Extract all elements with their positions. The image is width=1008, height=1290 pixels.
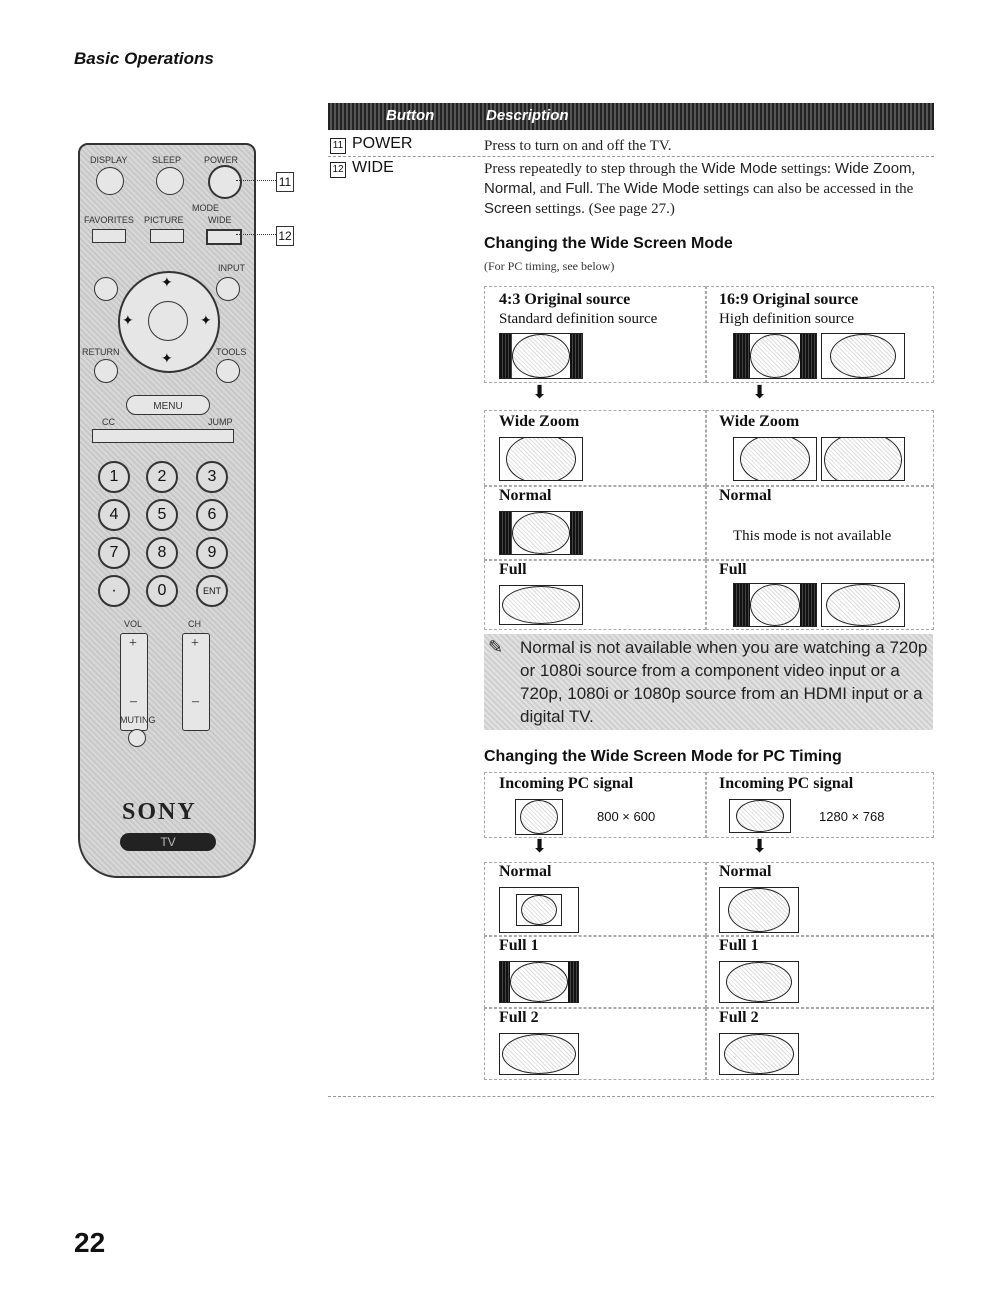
pc-normal-boxed-icon (499, 887, 579, 933)
normal-label: Normal (499, 863, 552, 880)
remote-label-muting: MUTING (120, 715, 156, 725)
table-header-description: Description (486, 107, 569, 124)
full-icon (499, 585, 583, 625)
corner-button-tl (94, 277, 118, 301)
resolution-800: 800 × 600 (597, 809, 656, 824)
down-arrow-icon: ⬇ (752, 382, 768, 403)
pc-normal-icon (719, 887, 799, 933)
remote-label-wide: WIDE (208, 215, 232, 225)
remote-label-ch: CH (188, 619, 201, 629)
incoming-1280-cell (706, 772, 934, 838)
vol-plus: + (129, 636, 137, 651)
arrow-right-icon: ✦ (200, 314, 212, 329)
arrow-up-icon: ✦ (161, 276, 173, 291)
down-arrow-icon: ⬇ (752, 836, 768, 857)
ch-minus: – (192, 694, 199, 709)
pc-normal-800-cell (484, 862, 706, 936)
number-button-1: 1 (98, 461, 130, 493)
display-button (96, 167, 124, 195)
source-4-3-title: 4:3 Original source (499, 291, 631, 308)
pc-full1-icon (719, 961, 799, 1003)
wide-zoom-16-9-cell (706, 410, 934, 486)
wide-zoom-icon (499, 437, 583, 481)
desc-term: Screen (484, 200, 532, 217)
full-4-3-cell (484, 560, 706, 630)
pc-normal-1280-cell (706, 862, 934, 936)
remote-label-picture: PICTURE (144, 215, 184, 225)
table-row (330, 135, 412, 154)
tools-button (216, 359, 240, 383)
row-label: POWER (352, 135, 413, 152)
source-16-9-title: 16:9 Original source (719, 291, 859, 308)
remote-label-mode: MODE (192, 203, 219, 213)
desc-term: Wide Mode (701, 160, 778, 177)
source-4-3-cell (484, 286, 706, 383)
desc-text: settings. (See page 27.) (531, 201, 675, 217)
remote-label-return: RETURN (82, 347, 120, 357)
not-available-text: This mode is not available (733, 528, 892, 544)
incoming-label: Incoming PC signal (719, 775, 854, 792)
down-arrow-icon: ⬇ (532, 382, 548, 403)
remote-label-vol: VOL (124, 619, 143, 629)
remote-label-menu: MENU (153, 401, 183, 412)
screen-16-9-icon (821, 333, 905, 379)
number-button-9: 9 (196, 537, 228, 569)
normal-label: Normal (499, 487, 552, 504)
full-icon (821, 583, 905, 627)
pc-full1-pillar-icon (499, 961, 579, 1003)
note-pencil-icon: ✎ (488, 637, 504, 657)
table-header-button: Button (386, 107, 435, 124)
tv-badge: TV (120, 833, 216, 851)
muting-button (128, 729, 146, 747)
sleep-button (156, 167, 184, 195)
page-number: 22 (74, 1227, 106, 1258)
desc-text: . The (589, 181, 624, 197)
remote-control-illustration (78, 143, 256, 878)
callout-12: 12 (276, 226, 294, 246)
power-button (208, 165, 242, 199)
row-description: Press to turn on and off the TV. (484, 138, 672, 154)
number-button-8: 8 (146, 537, 178, 569)
full-label: Full (499, 561, 527, 578)
screen-16-9-pillarbox-icon (733, 333, 817, 379)
resolution-1280: 1280 × 768 (819, 809, 885, 824)
wide-button (206, 229, 242, 245)
callout-11: 11 (276, 172, 294, 192)
normal-label: Normal (719, 863, 772, 880)
favorites-button (92, 229, 126, 243)
cc-jump-bar (92, 429, 234, 443)
arrow-left-icon: ✦ (122, 314, 134, 329)
number-button-5: 5 (146, 499, 178, 531)
dot-button: · (98, 575, 130, 607)
number-button-3: 3 (196, 461, 228, 493)
down-arrow-icon: ⬇ (532, 836, 548, 857)
row-number: 11 (330, 138, 346, 154)
note-text: Normal is not available when you are watching a 720p or 1080i source from a component video input or a 720p, 1080i or 1080p source from an HDMI input or a digital TV. (520, 638, 928, 726)
picture-button (150, 229, 184, 243)
row-description (484, 159, 934, 219)
desc-term: Normal (484, 180, 533, 197)
full2-label: Full 2 (719, 1009, 759, 1026)
normal-16-9-cell (706, 486, 934, 560)
full1-label: Full 1 (719, 937, 759, 954)
pc-wide-icon (729, 799, 791, 833)
wide-zoom-label: Wide Zoom (499, 413, 580, 430)
ch-plus: + (191, 636, 199, 651)
row-number: 12 (330, 162, 346, 178)
full2-label: Full 2 (499, 1009, 539, 1026)
number-button-6: 6 (196, 499, 228, 531)
section-title: Basic Operations (74, 49, 214, 68)
wide-screen-heading: Changing the Wide Screen Mode (484, 235, 733, 252)
wide-zoom-4-3-cell (484, 410, 706, 486)
sony-logo: SONY (122, 799, 197, 825)
remote-label-tools: TOOLS (216, 347, 247, 357)
wide-zoom-icon (821, 437, 905, 481)
divider (328, 156, 934, 157)
normal-icon (499, 511, 583, 555)
remote-label-jump: JUMP (208, 417, 233, 427)
note-box (484, 634, 933, 730)
wide-zoom-icon (733, 437, 817, 481)
pc-full2-800-cell (484, 1008, 706, 1080)
channel-rocker (182, 633, 210, 731)
screen-4-3-icon (499, 333, 583, 379)
number-button-0: 0 (146, 575, 178, 607)
remote-label-power: POWER (204, 155, 239, 165)
remote-label-display: DISPLAY (90, 155, 128, 165)
remote-label-sleep: SLEEP (152, 155, 182, 165)
full1-label: Full 1 (499, 937, 539, 954)
table-header (328, 103, 934, 130)
incoming-800-cell (484, 772, 706, 838)
desc-text: , and (532, 181, 566, 197)
normal-4-3-cell (484, 486, 706, 560)
desc-text: settings can also be accessed in the (699, 181, 914, 197)
wide-zoom-label: Wide Zoom (719, 413, 800, 430)
arrow-down-icon: ✦ (161, 352, 173, 367)
remote-label-cc: CC (102, 417, 115, 427)
source-16-9-subtitle: High definition source (719, 311, 854, 327)
remote-label-input: INPUT (218, 263, 245, 273)
callout-line-12 (236, 234, 276, 235)
source-16-9-cell (706, 286, 934, 383)
number-button-4: 4 (98, 499, 130, 531)
desc-text: settings: (777, 161, 835, 177)
desc-term: Wide Zoom (834, 160, 912, 177)
pc-4-3-icon (515, 799, 563, 835)
ent-button: ENT (196, 575, 228, 607)
pc-full1-1280-cell (706, 936, 934, 1008)
row-label: WIDE (352, 159, 394, 176)
desc-term: Wide Mode (623, 180, 700, 197)
pc-full1-800-cell (484, 936, 706, 1008)
incoming-label: Incoming PC signal (499, 775, 634, 792)
pc-full2-1280-cell (706, 1008, 934, 1080)
desc-text: Press repeatedly to step through the (484, 161, 702, 177)
full-label: Full (719, 561, 747, 578)
full-16-9-cell (706, 560, 934, 630)
normal-label: Normal (719, 487, 772, 504)
wide-screen-subtitle: (For PC timing, see below) (484, 259, 615, 273)
center-select-button (148, 301, 188, 341)
desc-term: Full (565, 180, 590, 197)
pc-full2-icon (499, 1033, 579, 1075)
pc-timing-heading: Changing the Wide Screen Mode for PC Timing (484, 748, 842, 765)
source-4-3-subtitle: Standard definition source (499, 311, 658, 327)
bottom-divider (328, 1096, 934, 1097)
desc-text: , (911, 161, 916, 177)
menu-button (126, 395, 210, 415)
table-row (330, 159, 394, 178)
remote-label-favorites: FAVORITES (84, 215, 134, 225)
return-button (94, 359, 118, 383)
vol-minus: – (130, 694, 137, 709)
input-button (216, 277, 240, 301)
callout-line-11 (236, 180, 276, 181)
full-pillarbox-icon (733, 583, 817, 627)
number-button-2: 2 (146, 461, 178, 493)
pc-full2-icon (719, 1033, 799, 1075)
number-button-7: 7 (98, 537, 130, 569)
